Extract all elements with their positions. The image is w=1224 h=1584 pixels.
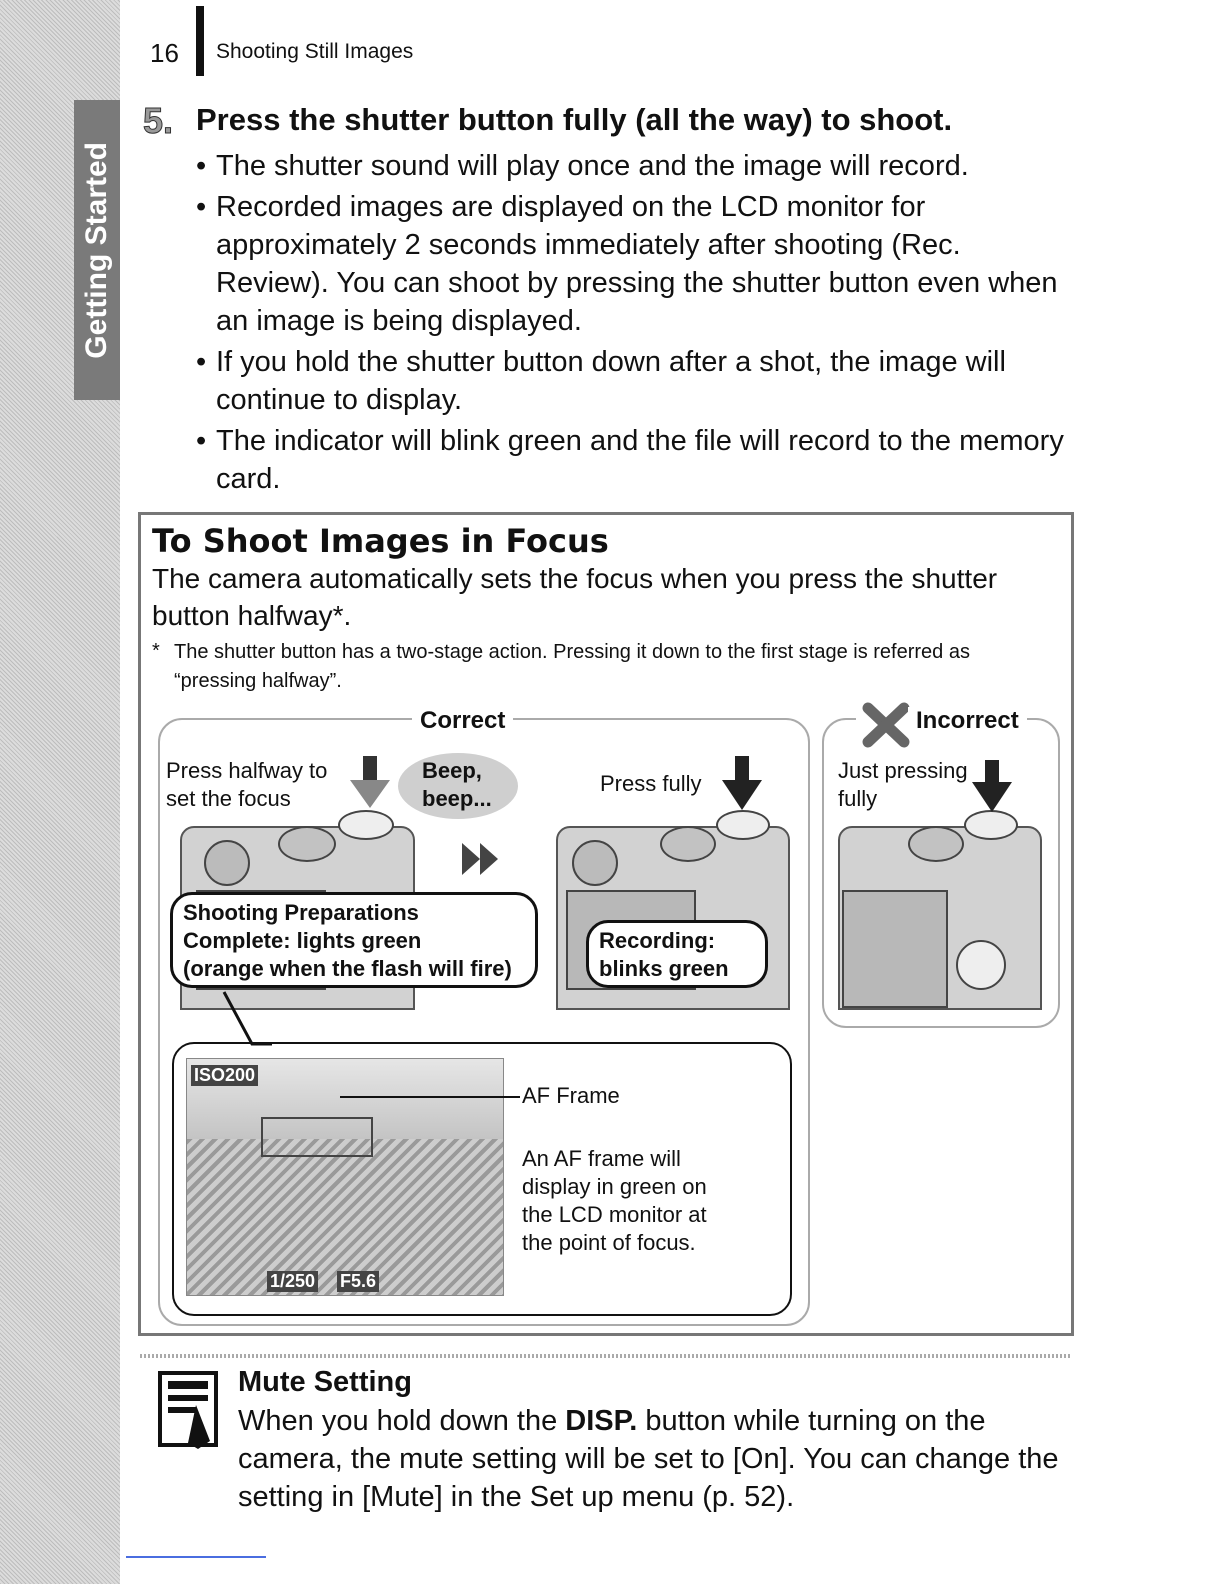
lcd-aperture: F5.6 — [337, 1271, 379, 1292]
callout-pointer — [216, 990, 276, 1046]
callout-shooting-preparations — [170, 892, 538, 988]
lens-window — [572, 840, 618, 886]
mode-dial — [908, 826, 964, 862]
next-arrows-icon — [462, 843, 502, 875]
step-bullet-list — [196, 147, 1076, 501]
af-leader-line — [340, 1096, 520, 1098]
beep-line1: Beep, — [422, 758, 482, 783]
step-bullet: • The shutter sound will play once and the image will record. — [196, 147, 1076, 185]
step-bullet: • Recorded images are displayed on the LCD monitor for approximately 2 seconds immediately after shooting (Rec. Review). You can shoot by pressing the shutter button even when an image is being displayed. — [196, 188, 1076, 340]
correct-label: Correct — [412, 707, 513, 735]
separator-dots — [140, 1354, 1072, 1358]
page-number: 16 — [150, 38, 179, 68]
mode-dial — [278, 826, 336, 862]
note-disp-button: DISP. — [565, 1405, 638, 1437]
step-bullet: • If you hold the shutter button down after a shot, the image will continue to display. — [196, 343, 1076, 419]
callout-recording-line2: blinks green — [599, 956, 729, 981]
lcd-iso: ISO200 — [191, 1065, 258, 1086]
lcd-sample-image — [186, 1058, 504, 1296]
lcd-shutter: 1/250 — [267, 1271, 318, 1292]
note-text — [238, 1402, 1098, 1516]
note-title: Mute Setting — [238, 1366, 412, 1398]
callout-recording-line1: Recording: — [599, 928, 716, 953]
note-text-part2: button while turning on the camera, the mute setting will be set to [On]. You can change the setting in [Mute] in the Set up menu (p. 52). — [238, 1405, 1059, 1513]
af-desc-line3: the LCD monitor at — [522, 1202, 707, 1227]
step-bullet: • The indicator will blink green and the file will record to the memory card. — [196, 422, 1076, 498]
header-divider — [196, 6, 204, 76]
beep-line2: beep... — [422, 786, 492, 811]
af-desc-line1: An AF frame will — [522, 1146, 681, 1171]
callout-recording — [586, 920, 768, 988]
press-halfway-line1: Press halfway to — [166, 758, 328, 783]
footnote-mark: * — [152, 640, 160, 662]
memo-icon — [158, 1371, 218, 1451]
focus-box-text: The camera automatically sets the focus when you press the shutter button halfway*. — [152, 563, 998, 631]
press-halfway-line2: set the focus — [166, 786, 291, 811]
af-frame-label: AF Frame — [522, 1083, 620, 1108]
sidebar-tab-label: Getting Started — [80, 141, 113, 359]
step-title: Press the shutter button fully (all the way) to shoot. — [196, 102, 953, 137]
af-desc-line4: the point of focus. — [522, 1230, 696, 1255]
press-fully-label: Press fully — [600, 771, 702, 796]
af-desc-line2: display in green on — [522, 1174, 707, 1199]
mode-dial — [660, 826, 716, 862]
section-title: Shooting Still Images — [216, 40, 414, 63]
down-arrow-full-icon — [722, 756, 762, 814]
focus-box-title: To Shoot Images in Focus — [152, 522, 609, 560]
lens-window — [204, 840, 250, 886]
lcd-panel — [842, 890, 948, 1008]
note-text-part1: When you hold down the — [238, 1405, 566, 1437]
footer-line — [126, 1556, 266, 1558]
footnote-text: The shutter button has a two-stage action. Pressing it down to the first stage is referred as “pressing halfway”. — [174, 641, 970, 692]
callout-ready-line3: (orange when the flash will fire) — [183, 956, 512, 981]
x-mark-icon — [862, 702, 910, 748]
down-arrow-full-icon — [972, 760, 1012, 816]
down-arrow-half-icon — [350, 756, 390, 812]
callout-ready-line1: Shooting Preparations — [183, 900, 419, 925]
callout-ready-line2: Complete: lights green — [183, 928, 422, 953]
shutter-button — [716, 810, 770, 840]
just-pressing-line2: fully — [838, 786, 878, 811]
step-number: 5. — [143, 100, 174, 141]
shutter-button — [338, 810, 394, 840]
af-frame-box — [261, 1117, 373, 1157]
sidebar-tab-label-wrap — [74, 100, 120, 400]
just-pressing-line1: Just pressing — [838, 758, 968, 783]
incorrect-label: Incorrect — [908, 707, 1027, 735]
control-dial — [956, 940, 1006, 990]
